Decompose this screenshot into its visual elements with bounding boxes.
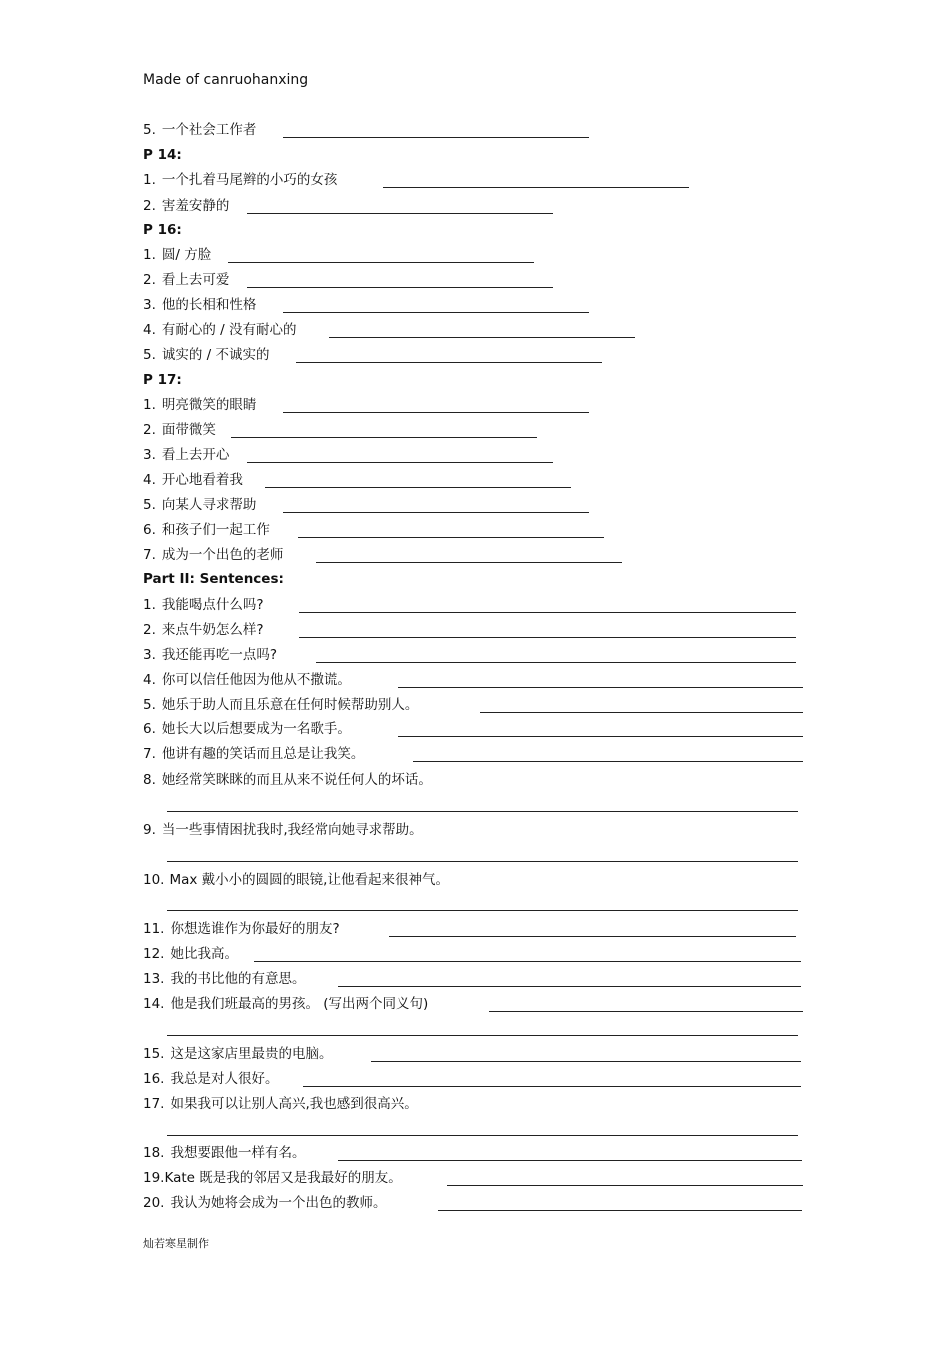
item-number: 2. bbox=[143, 422, 156, 438]
list-item bbox=[143, 1095, 418, 1117]
section-title-part2: Part II: Sentences: bbox=[143, 571, 284, 587]
item-number: 19. bbox=[143, 1170, 165, 1186]
answer-blank[interactable] bbox=[167, 1135, 798, 1136]
item-number: 8. bbox=[143, 772, 156, 788]
answer-blank[interactable] bbox=[167, 1035, 798, 1036]
item-text: 我总是对人很好。 bbox=[170, 1071, 279, 1087]
item-text: 和孩子们一起工作 bbox=[161, 522, 270, 538]
item-text: Kate 既是我的邻居又是我最好的朋友。 bbox=[164, 1170, 402, 1186]
item-text: 面带微笑 bbox=[161, 422, 216, 438]
item-number: 6. bbox=[143, 522, 156, 538]
answer-blank[interactable] bbox=[398, 687, 803, 688]
item-number: 7. bbox=[143, 547, 156, 563]
answer-blank[interactable] bbox=[265, 487, 571, 488]
answer-blank[interactable] bbox=[283, 312, 589, 313]
item-number: 3. bbox=[143, 297, 156, 313]
item-text: 她比我高。 bbox=[170, 946, 238, 962]
list-item bbox=[143, 696, 418, 718]
item-number: 12. bbox=[143, 946, 165, 962]
item-text: 她长大以后想要成为一名歌手。 bbox=[161, 721, 351, 737]
section-title-p17: P 17: bbox=[143, 372, 182, 388]
item-text: 你想选谁作为你最好的朋友? bbox=[170, 921, 340, 937]
item-number: 17. bbox=[143, 1096, 165, 1112]
list-item bbox=[143, 121, 256, 143]
item-text: 一个扎着马尾辫的小巧的女孩 bbox=[161, 172, 338, 188]
item-number: 20. bbox=[143, 1195, 165, 1211]
item-text: 如果我可以让别人高兴,我也感到很高兴。 bbox=[170, 1096, 418, 1112]
answer-blank[interactable] bbox=[283, 412, 589, 413]
item-text: 这是这家店里最贵的电脑。 bbox=[170, 1046, 333, 1062]
list-item bbox=[143, 496, 256, 518]
list-item bbox=[143, 621, 264, 643]
answer-blank[interactable] bbox=[247, 287, 553, 288]
item-text: 圆/ 方脸 bbox=[161, 247, 212, 263]
item-text: 他讲有趣的笑话而且总是让我笑。 bbox=[161, 746, 365, 762]
item-number: 4. bbox=[143, 322, 156, 338]
list-item bbox=[143, 821, 423, 843]
list-item bbox=[143, 945, 238, 967]
item-number: 1. bbox=[143, 247, 156, 263]
item-text: 来点牛奶怎么样? bbox=[161, 622, 264, 638]
item-text: 我想要跟他一样有名。 bbox=[170, 1145, 306, 1161]
page-footer: 灿若寒星制作 bbox=[143, 1237, 209, 1250]
answer-blank[interactable] bbox=[228, 262, 534, 263]
item-text: 看上去可爱 bbox=[161, 272, 230, 288]
item-text: 开心地看着我 bbox=[161, 472, 243, 488]
item-number: 9. bbox=[143, 822, 156, 838]
list-item bbox=[143, 995, 428, 1017]
item-number: 1. bbox=[143, 397, 156, 413]
list-item bbox=[143, 970, 305, 992]
item-text: 他的长相和性格 bbox=[161, 297, 257, 313]
answer-blank[interactable] bbox=[447, 1185, 803, 1186]
list-item bbox=[143, 1144, 305, 1166]
list-item bbox=[143, 920, 340, 942]
item-number: 5. bbox=[143, 122, 156, 138]
answer-blank[interactable] bbox=[299, 612, 796, 613]
list-item bbox=[143, 246, 211, 268]
item-number: 1. bbox=[143, 172, 156, 188]
item-number: 18. bbox=[143, 1145, 165, 1161]
answer-blank[interactable] bbox=[438, 1210, 802, 1211]
section-title-p14: P 14: bbox=[143, 147, 182, 163]
answer-blank[interactable] bbox=[398, 736, 803, 737]
item-number: 6. bbox=[143, 721, 156, 737]
item-text: 诚实的 / 不诚实的 bbox=[161, 347, 270, 363]
item-text: Max 戴小小的圆圆的眼镜,让他看起来很神气。 bbox=[169, 872, 449, 888]
list-item bbox=[143, 521, 270, 543]
list-item bbox=[143, 720, 351, 742]
answer-blank[interactable] bbox=[296, 362, 602, 363]
item-text: 他是我们班最高的男孩。 (写出两个同义句) bbox=[170, 996, 429, 1012]
answer-blank[interactable] bbox=[371, 1061, 801, 1062]
answer-blank[interactable] bbox=[303, 1086, 801, 1087]
answer-blank[interactable] bbox=[254, 961, 801, 962]
item-number: 4. bbox=[143, 472, 156, 488]
answer-blank[interactable] bbox=[247, 213, 553, 214]
list-item bbox=[143, 745, 364, 767]
item-number: 16. bbox=[143, 1071, 165, 1087]
answer-blank[interactable] bbox=[480, 712, 803, 713]
item-number: 13. bbox=[143, 971, 165, 987]
item-number: 5. bbox=[143, 497, 156, 513]
list-item bbox=[143, 296, 256, 318]
list-item bbox=[143, 446, 229, 468]
list-item bbox=[143, 1169, 402, 1191]
item-number: 3. bbox=[143, 647, 156, 663]
list-item bbox=[143, 421, 216, 443]
item-number: 1. bbox=[143, 597, 156, 613]
list-item bbox=[143, 346, 270, 368]
item-number: 7. bbox=[143, 746, 156, 762]
item-number: 2. bbox=[143, 198, 156, 214]
item-text: 有耐心的 / 没有耐心的 bbox=[161, 322, 297, 338]
item-number: 15. bbox=[143, 1046, 165, 1062]
answer-blank[interactable] bbox=[383, 187, 689, 188]
list-item bbox=[143, 321, 297, 343]
answer-blank[interactable] bbox=[167, 910, 798, 911]
item-number: 2. bbox=[143, 272, 156, 288]
list-item bbox=[143, 596, 264, 618]
list-item bbox=[143, 396, 256, 418]
item-text: 向某人寻求帮助 bbox=[161, 497, 257, 513]
item-text: 当一些事情困扰我时,我经常向她寻求帮助。 bbox=[161, 822, 423, 838]
answer-blank[interactable] bbox=[247, 462, 553, 463]
answer-blank[interactable] bbox=[299, 637, 796, 638]
item-text: 我的书比他的有意思。 bbox=[170, 971, 306, 987]
list-item bbox=[143, 471, 243, 493]
list-item bbox=[143, 871, 449, 893]
item-text: 我还能再吃一点吗? bbox=[161, 647, 278, 663]
item-text: 看上去开心 bbox=[161, 447, 230, 463]
answer-blank[interactable] bbox=[231, 437, 537, 438]
section-title-p16: P 16: bbox=[143, 222, 182, 238]
item-text: 明亮微笑的眼睛 bbox=[161, 397, 257, 413]
item-number: 14. bbox=[143, 996, 165, 1012]
item-number: 5. bbox=[143, 697, 156, 713]
answer-blank[interactable] bbox=[283, 137, 589, 138]
item-text: 她乐于助人而且乐意在任何时候帮助别人。 bbox=[161, 697, 419, 713]
item-text: 我认为她将会成为一个出色的教师。 bbox=[170, 1195, 387, 1211]
list-item bbox=[143, 271, 229, 293]
answer-blank[interactable] bbox=[316, 562, 622, 563]
answer-blank[interactable] bbox=[167, 861, 798, 862]
item-number: 2. bbox=[143, 622, 156, 638]
item-number: 5. bbox=[143, 347, 156, 363]
item-number: 4. bbox=[143, 672, 156, 688]
list-item bbox=[143, 197, 229, 219]
list-item bbox=[143, 1194, 386, 1216]
item-text: 你可以信任他因为他从不撒谎。 bbox=[161, 672, 351, 688]
item-text: 害羞安静的 bbox=[161, 198, 230, 214]
list-item bbox=[143, 671, 351, 693]
answer-blank[interactable] bbox=[489, 1011, 803, 1012]
answer-blank[interactable] bbox=[329, 337, 635, 338]
answer-blank[interactable] bbox=[338, 986, 801, 987]
answer-blank[interactable] bbox=[389, 936, 796, 937]
answer-blank[interactable] bbox=[316, 662, 796, 663]
list-item bbox=[143, 646, 277, 668]
item-number: 10. bbox=[143, 872, 165, 888]
item-text: 我能喝点什么吗? bbox=[161, 597, 264, 613]
item-number: 11. bbox=[143, 921, 165, 937]
answer-blank[interactable] bbox=[283, 512, 589, 513]
answer-blank[interactable] bbox=[167, 811, 798, 812]
list-item bbox=[143, 171, 337, 193]
answer-blank[interactable] bbox=[338, 1160, 802, 1161]
answer-blank[interactable] bbox=[298, 537, 604, 538]
list-item bbox=[143, 546, 283, 568]
list-item bbox=[143, 771, 432, 793]
answer-blank[interactable] bbox=[413, 761, 803, 762]
page-header: Made of canruohanxing bbox=[143, 72, 309, 88]
item-text: 她经常笑眯眯的而且从来不说任何人的坏话。 bbox=[161, 772, 432, 788]
item-number: 3. bbox=[143, 447, 156, 463]
item-text: 成为一个出色的老师 bbox=[161, 547, 284, 563]
item-text: 一个社会工作者 bbox=[161, 122, 257, 138]
list-item bbox=[143, 1070, 278, 1092]
list-item bbox=[143, 1045, 332, 1067]
